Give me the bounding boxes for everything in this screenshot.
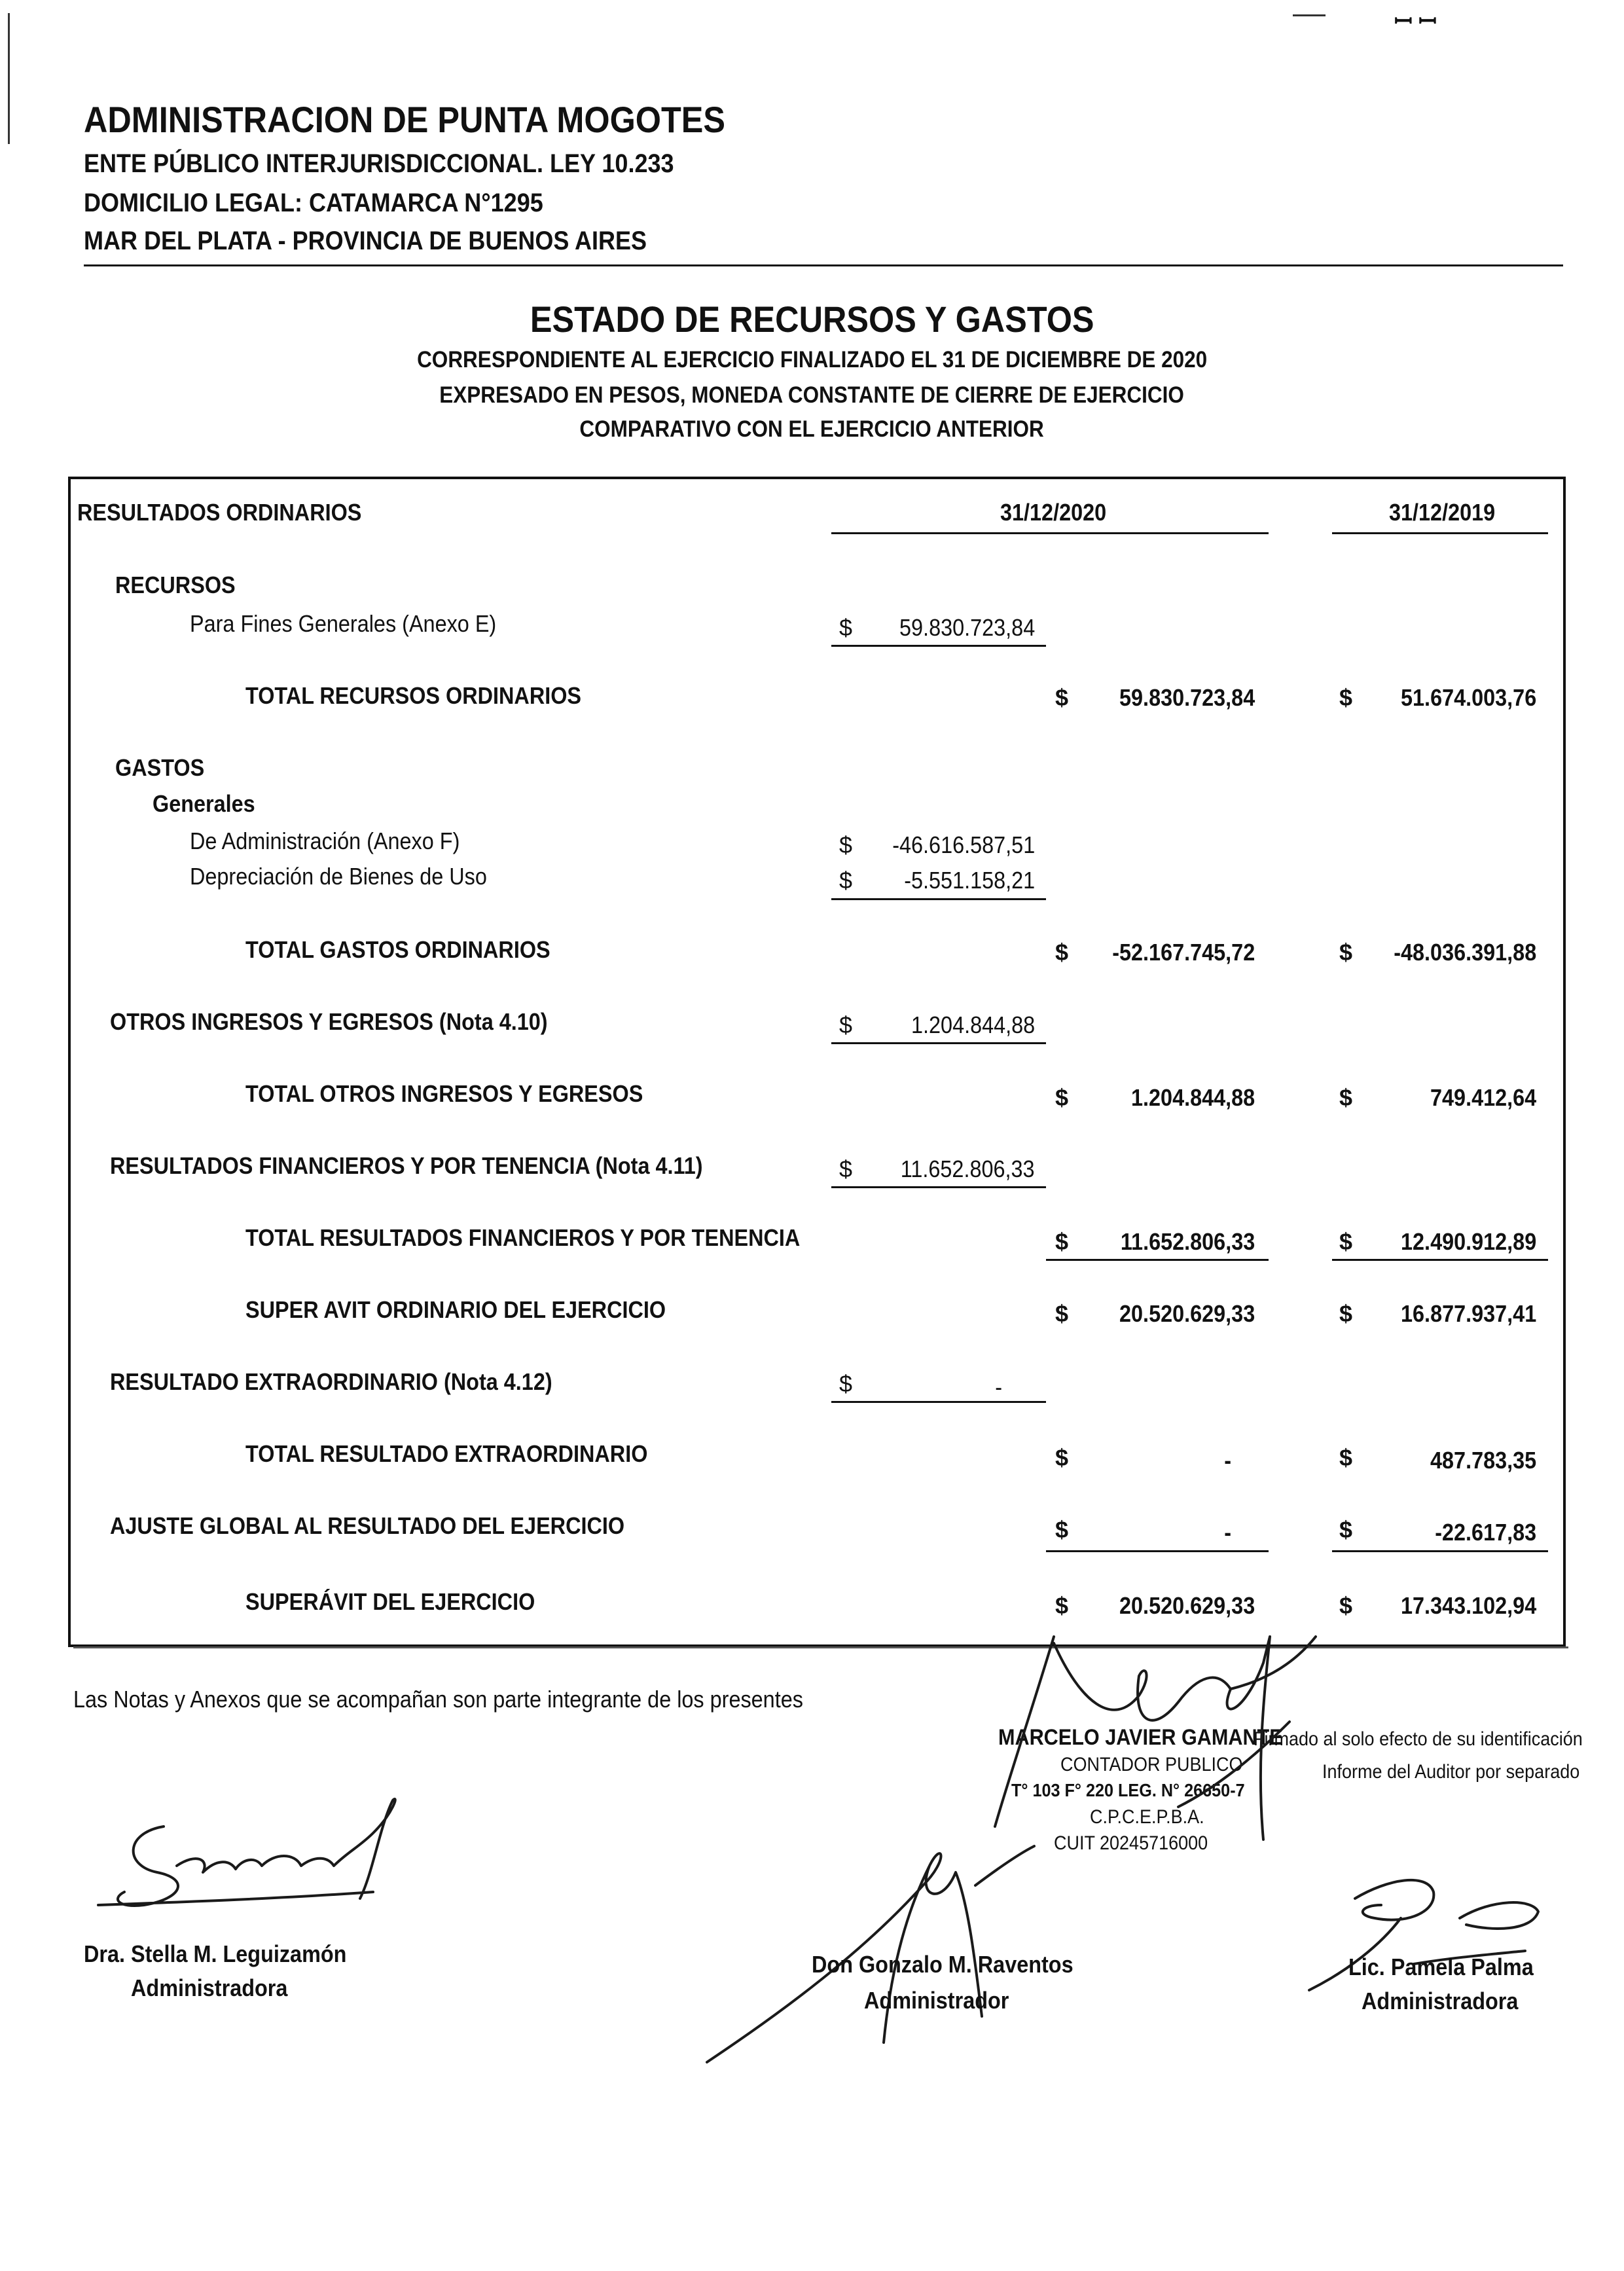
ajuste-currency-2019: $ [1339,1516,1353,1543]
total-recursos-2020: 59.830.723,84 [1119,684,1255,711]
statement-subtitle-comparative: COMPARATIVO CON EL EJERCICIO ANTERIOR [579,416,1045,442]
superavit-2019: 17.343.102,94 [1400,1592,1536,1619]
statement-subtitle-period: CORRESPONDIENTE AL EJERCICIO FINALIZADO EL 31 DE DICIEMBRE DE 2020 [416,347,1208,372]
auditor-registration: T° 103 F° 220 LEG. N° 26650-7 [1011,1780,1245,1800]
total-otros-currency-2019: $ [1339,1084,1353,1111]
extraordinario-label: RESULTADO EXTRAORDINARIO (Nota 4.12) [110,1368,552,1395]
total-recursos-currency-2019: $ [1339,684,1353,711]
superavit-ordinario-2020: 20.520.629,33 [1119,1300,1255,1327]
auditor-note-line2: Informe del Auditor por separado [1322,1761,1580,1783]
depreciacion-rule [831,898,1046,900]
total-extraordinario-currency-2020: $ [1055,1444,1069,1471]
total-otros-2020: 1.204.844,88 [1130,1084,1255,1111]
auditor-signature-icon [982,1624,1348,1859]
total-financieros-rule-2019 [1332,1259,1548,1261]
auditor-title: CONTADOR PUBLICO [1060,1754,1243,1775]
total-gastos-currency-2019: $ [1339,939,1353,966]
total-extraordinario-2019: 487.783,35 [1430,1447,1536,1474]
total-financieros-2020: 11.652.806,33 [1120,1228,1255,1255]
column-rule-2020 [831,532,1269,534]
total-gastos-currency-2020: $ [1055,939,1069,966]
ajuste-rule-2019 [1332,1550,1548,1552]
scan-edge-line [8,13,10,144]
fines-generales-amount: 59.830.723,84 [899,614,1035,641]
financieros-currency: $ [839,1155,853,1182]
superavit-ordinario-currency-2019: $ [1339,1300,1353,1327]
palma-signature-icon [1296,1859,1558,2003]
otros-amount: 1.204.844,88 [911,1011,1035,1038]
total-extraordinario-currency-2019: $ [1339,1444,1353,1471]
auditor-cuit: CUIT 20245716000 [1054,1832,1208,1854]
total-otros-2019: 749.412,64 [1430,1084,1536,1111]
financieros-amount: 11.652.806,33 [901,1155,1035,1182]
total-gastos-2020: -52.167.745,72 [1112,939,1255,966]
recursos-label: RECURSOS [115,572,236,598]
signatory-1-role: Administradora [131,1974,288,2001]
otros-currency: $ [839,1011,853,1038]
total-recursos-currency-2020: $ [1055,684,1069,711]
organization-address: DOMICILIO LEGAL: CATAMARCA N°1295 [84,189,543,217]
total-recursos-2019: 51.674.003,76 [1400,684,1536,711]
total-extraordinario-label: TOTAL RESULTADO EXTRAORDINARIO [245,1440,648,1467]
signatory-2-role: Administrador [864,1987,1009,2014]
total-gastos-2019: -48.036.391,88 [1394,939,1536,966]
footer-note: Las Notas y Anexos que se acompañan son parte integrante de los presentes [73,1686,803,1713]
financieros-label: RESULTADOS FINANCIEROS Y POR TENENCIA (Nota 4.11) [110,1152,703,1179]
fines-generales-currency: $ [839,614,853,641]
otros-rule [831,1042,1046,1044]
gastos-label: GASTOS [115,754,205,781]
ajuste-2020: - [1224,1519,1231,1546]
financieros-rule [831,1186,1046,1188]
superavit-currency-2019: $ [1339,1592,1353,1619]
total-financieros-currency-2020: $ [1055,1228,1069,1255]
statement-subtitle-currency: EXPRESADO EN PESOS, MONEDA CONSTANTE DE CIERRE DE EJERCICIO [439,382,1185,408]
signatory-1-name: Dra. Stella M. Leguizamón [84,1940,347,1967]
depreciacion-amount: -5.551.158,21 [904,867,1035,894]
extraordinario-amount: - [995,1373,1002,1400]
administracion-currency: $ [839,831,853,858]
organization-law: ENTE PÚBLICO INTERJURISDICCIONAL. LEY 10.233 [84,149,674,178]
signatory-3-name: Lic. Pamela Palma [1348,1953,1534,1980]
statement-title: ESTADO DE RECURSOS Y GASTOS [530,299,1094,340]
depreciacion-label: Depreciación de Bienes de Uso [190,863,487,890]
signatory-2-name: Don Gonzalo M. Raventos [812,1951,1074,1978]
organization-name: ADMINISTRACION DE PUNTA MOGOTES [84,99,726,140]
top-rule-mark [1293,14,1326,16]
superavit-ordinario-currency-2020: $ [1055,1300,1069,1327]
section-header: RESULTADOS ORDINARIOS [77,499,362,526]
total-financieros-label: TOTAL RESULTADOS FINANCIEROS Y POR TENENCIA [245,1224,801,1251]
total-recursos-label: TOTAL RECURSOS ORDINARIOS [245,682,582,709]
fines-generales-rule [831,645,1046,647]
auditor-note-line1: Firmado al solo efecto de su identificación [1254,1728,1583,1750]
generales-label: Generales [153,790,255,817]
leguizamon-signature-icon [85,1787,425,1918]
otros-label: OTROS INGRESOS Y EGRESOS (Nota 4.10) [110,1008,548,1035]
superavit-currency-2020: $ [1055,1592,1069,1619]
total-extraordinario-2020: - [1224,1447,1231,1474]
column-header-2020: 31/12/2020 [1000,499,1107,526]
header-rule [84,264,1563,266]
column-header-2019: 31/12/2019 [1389,499,1496,526]
total-financieros-rule-2020 [1046,1259,1269,1261]
ajuste-rule-2020 [1046,1550,1269,1552]
total-otros-label: TOTAL OTROS INGRESOS Y EGRESOS [245,1080,643,1107]
superavit-ordinario-label: SUPER AVIT ORDINARIO DEL EJERCICIO [245,1296,666,1323]
ajuste-2019: -22.617,83 [1435,1519,1536,1546]
superavit-2020: 20.520.629,33 [1119,1592,1255,1619]
auditor-name: MARCELO JAVIER GAMANTE [998,1725,1283,1750]
ajuste-currency-2020: $ [1055,1516,1069,1543]
column-rule-2019 [1332,532,1548,534]
total-financieros-2019: 12.490.912,89 [1400,1228,1536,1255]
fines-generales-label: Para Fines Generales (Anexo E) [190,610,497,637]
ajuste-label: AJUSTE GLOBAL AL RESULTADO DEL EJERCICIO [110,1512,625,1539]
extraordinario-rule [831,1401,1046,1403]
organization-city: MAR DEL PLATA - PROVINCIA DE BUENOS AIRES [84,227,647,255]
corner-marks: ꟷ ꟷ [1394,9,1437,34]
superavit-label: SUPERÁVIT DEL EJERCICIO [245,1588,535,1615]
total-gastos-label: TOTAL GASTOS ORDINARIOS [245,936,550,963]
extraordinario-currency: $ [839,1370,853,1397]
depreciacion-currency: $ [839,867,853,894]
signatory-3-role: Administradora [1362,1988,1519,2014]
auditor-council: C.P.C.E.P.B.A. [1090,1806,1204,1828]
total-financieros-currency-2019: $ [1339,1228,1353,1255]
administracion-amount: -46.616.587,51 [892,831,1035,858]
total-otros-currency-2020: $ [1055,1084,1069,1111]
superavit-ordinario-2019: 16.877.937,41 [1400,1300,1536,1327]
administracion-label: De Administración (Anexo F) [190,827,460,854]
